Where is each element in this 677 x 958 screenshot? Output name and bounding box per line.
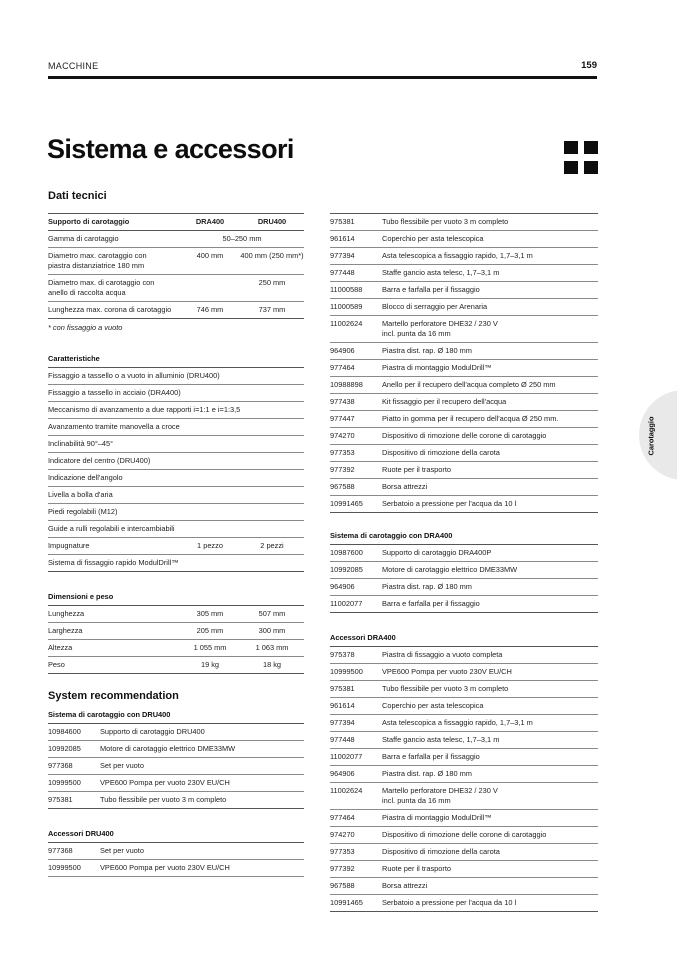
- table-row: [48, 792, 304, 809]
- table-row: [330, 299, 598, 316]
- article-code: 10991465: [330, 898, 363, 907]
- grid-square: [564, 141, 578, 154]
- article-code: 977394: [330, 718, 355, 727]
- article-desc: Barra e farfalla per il fissaggio: [382, 752, 480, 761]
- article-code: 961614: [330, 234, 355, 243]
- article-desc: Supporto di carotaggio DRU400: [100, 727, 205, 736]
- article-desc: Kit fissaggio per il recupero dell'acqua: [382, 397, 507, 406]
- dimensioni-table: [48, 605, 304, 674]
- table-row: [48, 623, 304, 640]
- page-title: Sistema e accessori: [47, 134, 294, 164]
- article-desc: Barra e farfalla per il fissaggio: [382, 599, 480, 608]
- table-row: [48, 843, 304, 860]
- caratteristiche-heading: Caratteristiche: [48, 354, 100, 363]
- article-code: 961614: [330, 701, 355, 710]
- table-row: [330, 698, 598, 715]
- sistema-dra400-table: [330, 544, 598, 613]
- table-row: [330, 428, 598, 445]
- article-code: 10999500: [48, 778, 81, 787]
- article-code: 974270: [330, 431, 355, 440]
- table-row: [330, 462, 598, 479]
- table-row: [330, 827, 598, 844]
- article-desc: Asta telescopica a fissaggio rapido, 1,7–3,1 m: [382, 718, 533, 727]
- support-table: [48, 213, 304, 319]
- row-value-dra: 205 mm: [196, 626, 224, 635]
- accessori-dru400-heading: Accessori DRU400: [48, 829, 114, 838]
- row-label: Inclinabilità 90°–45°: [48, 439, 114, 448]
- article-code: 977394: [330, 251, 355, 260]
- article-desc: VPE600 Pompa per vuoto 230V EU/CH: [100, 778, 230, 787]
- table-row: [330, 282, 598, 299]
- article-code: 975381: [330, 217, 355, 226]
- dati-tecnici-heading: Dati tecnici: [48, 190, 107, 202]
- table-row: [330, 343, 598, 360]
- row-value-dru: 400 mm (250 mm*): [240, 251, 304, 260]
- article-desc: Dispositivo di rimozione delle corone di carotaggio: [382, 431, 547, 440]
- table-row: [330, 316, 598, 343]
- row-label: Fissaggio a tassello in acciaio (DRA400): [48, 388, 181, 397]
- table-row: [330, 681, 598, 698]
- grid-four-squares-icon: [564, 141, 598, 174]
- row-value-dru: 1 063 mm: [255, 643, 289, 652]
- row-label: Sistema di fissaggio rapido ModulDrill™: [48, 558, 179, 567]
- article-code: 975381: [48, 795, 73, 804]
- row-value-dru: 18 kg: [262, 660, 282, 669]
- article-desc: Borsa attrezzi: [382, 482, 428, 491]
- article-desc: Piastra dist. rap. Ø 180 mm: [382, 582, 472, 591]
- table-row: [330, 596, 598, 613]
- article-desc: Martello perforatore DHE32 / 230 V incl. punta da 16 mm: [382, 786, 498, 805]
- row-value-dru: 250 mm: [258, 278, 286, 287]
- row-label: Lunghezza: [48, 609, 85, 618]
- table-row: [330, 579, 598, 596]
- article-desc: Ruote per il trasporto: [382, 864, 452, 873]
- table-row: [330, 377, 598, 394]
- section-label: MACCHINE: [48, 61, 99, 71]
- side-tab[interactable]: [639, 390, 677, 480]
- page-number: 159: [581, 60, 597, 71]
- article-code: 11000589: [330, 302, 363, 311]
- table-row: [48, 402, 304, 419]
- table-row: [48, 419, 304, 436]
- article-code: 977368: [48, 761, 73, 770]
- grid-square: [564, 161, 578, 174]
- article-code: 977448: [330, 735, 355, 744]
- table-row: [330, 394, 598, 411]
- table-row: [48, 504, 304, 521]
- article-desc: Dispositivo di rimozione della carota: [382, 847, 500, 856]
- article-code: 11000588: [330, 285, 363, 294]
- table-row: [48, 538, 304, 555]
- table-row: [330, 749, 598, 766]
- article-desc: Piatto in gomma per il recupero dell'acqua Ø 250 mm.: [382, 414, 559, 423]
- article-code: 977447: [330, 414, 355, 423]
- article-code: 977353: [330, 448, 355, 457]
- article-code: 11002077: [330, 752, 363, 761]
- table-row: [48, 555, 304, 572]
- row-value-dru: 507 mm: [258, 609, 286, 618]
- row-label: Avanzamento tramite manovella a croce: [48, 422, 180, 431]
- row-label: Lunghezza max. corona di carotaggio: [48, 305, 172, 314]
- table-row: [330, 265, 598, 282]
- table-row: [48, 368, 304, 385]
- table-row: [330, 231, 598, 248]
- row-value-dru: 2 pezzi: [260, 541, 284, 550]
- article-desc: VPE600 Pompa per vuoto 230V EU/CH: [382, 667, 512, 676]
- article-desc: Anello per il recupero dell'acqua completo Ø 250 mm: [382, 380, 556, 389]
- article-desc: Asta telescopica a fissaggio rapido, 1,7–3,1 m: [382, 251, 533, 260]
- article-desc: Barra e farfalla per il fissaggio: [382, 285, 480, 294]
- article-code: 10991465: [330, 499, 363, 508]
- article-code: 10984600: [48, 727, 81, 736]
- row-label: Diametro max. carotaggio con piastra distanziatrice 180 mm: [48, 251, 147, 270]
- article-code: 11002624: [330, 319, 363, 328]
- article-desc: Dispositivo di rimozione delle corone di carotaggio: [382, 830, 547, 839]
- table-row: [330, 214, 598, 231]
- header-dra400: DRA400: [195, 217, 225, 226]
- row-label: Gamma di carotaggio: [48, 234, 119, 243]
- side-tab-label: Carotaggio: [646, 416, 656, 456]
- article-code: 10992085: [330, 565, 363, 574]
- article-desc: Staffe gancio asta telesc, 1,7–3,1 m: [382, 268, 500, 277]
- table-row: [330, 844, 598, 861]
- row-label: Larghezza: [48, 626, 83, 635]
- table-row: [330, 411, 598, 428]
- row-label: Peso: [48, 660, 65, 669]
- row-value-dra: 746 mm: [196, 305, 224, 314]
- header-rule: [48, 76, 597, 79]
- row-value-dru: 737 mm: [258, 305, 286, 314]
- row-value-dra: 1 055 mm: [193, 643, 227, 652]
- table-row: [330, 360, 598, 377]
- article-code: 10987600: [330, 548, 363, 557]
- article-code: 975381: [330, 684, 355, 693]
- right-column: [330, 213, 598, 912]
- row-label: Piedi regolabili (M12): [48, 507, 118, 516]
- article-code: 10988898: [330, 380, 363, 389]
- article-code: 977464: [330, 813, 355, 822]
- dimensioni-heading: Dimensioni e peso: [48, 592, 114, 601]
- article-code: 967588: [330, 482, 355, 491]
- article-code: 977464: [330, 363, 355, 372]
- table-row: [330, 715, 598, 732]
- table-row: [330, 479, 598, 496]
- article-code: 11002624: [330, 786, 363, 795]
- table-row: [48, 724, 304, 741]
- row-value-dra: 1 pezzo: [197, 541, 223, 550]
- article-code: 11002077: [330, 599, 363, 608]
- table-row: [330, 810, 598, 827]
- table-row: [48, 775, 304, 792]
- sistema-dra400-heading: Sistema di carotaggio con DRA400: [330, 531, 453, 540]
- sistema-dru400-heading: Sistema di carotaggio con DRU400: [48, 710, 171, 719]
- row-label: Meccanismo di avanzamento a due rapporti i=1:1 e i=1:3,5: [48, 405, 241, 414]
- article-code: 967588: [330, 881, 355, 890]
- accessori-dru400-table-part1: [48, 842, 304, 877]
- article-desc: Staffe gancio asta telesc, 1,7–3,1 m: [382, 735, 500, 744]
- table-row: [330, 496, 598, 513]
- table-row: [48, 758, 304, 775]
- grid-square: [584, 161, 598, 174]
- caratteristiche-table: [48, 367, 304, 572]
- system-recommendation-heading: System recommendation: [48, 690, 179, 702]
- table-row: [48, 470, 304, 487]
- table-row: [330, 861, 598, 878]
- left-column: [48, 213, 304, 877]
- article-desc: Motore di carotaggio elettrico DME33MW: [382, 565, 518, 574]
- table-row: [48, 436, 304, 453]
- row-label: Indicatore del centro (DRU400): [48, 456, 151, 465]
- article-desc: VPE600 Pompa per vuoto 230V EU/CH: [100, 863, 230, 872]
- article-desc: Set per vuoto: [100, 846, 144, 855]
- row-value-dra: 400 mm: [196, 251, 224, 260]
- table-row: [48, 302, 304, 319]
- table-row: [48, 741, 304, 758]
- article-code: 977353: [330, 847, 355, 856]
- table-row: [48, 521, 304, 538]
- article-desc: Piastra di fissaggio a vuoto completa: [382, 650, 503, 659]
- accessori-dra400-table: [330, 646, 598, 912]
- table-row: [48, 606, 304, 623]
- article-code: 977392: [330, 465, 355, 474]
- article-code: 975378: [330, 650, 355, 659]
- row-label: Livella a bolla d'aria: [48, 490, 113, 499]
- table-row: [48, 640, 304, 657]
- table-row: [330, 732, 598, 749]
- table-row: [330, 783, 598, 810]
- article-desc: Piastra di montaggio ModulDrill™: [382, 813, 492, 822]
- row-label: Guide a rulli regolabili e intercambiabili: [48, 524, 175, 533]
- article-desc: Piastra di montaggio ModulDrill™: [382, 363, 492, 372]
- article-desc: Coperchio per asta telescopica: [382, 701, 484, 710]
- table-row: [48, 487, 304, 504]
- article-code: 964906: [330, 769, 355, 778]
- article-code: 964906: [330, 346, 355, 355]
- table-row: [330, 248, 598, 265]
- article-desc: Motore di carotaggio elettrico DME33MW: [100, 744, 236, 753]
- article-code: 974270: [330, 830, 355, 839]
- article-desc: Serbatoio a pressione per l'acqua da 10 l: [382, 499, 517, 508]
- article-code: 977438: [330, 397, 355, 406]
- table-row: [330, 766, 598, 783]
- article-code: 10999500: [330, 667, 363, 676]
- header-label: Supporto di carotaggio: [48, 217, 130, 226]
- article-code: 977448: [330, 268, 355, 277]
- table-row: [330, 895, 598, 912]
- table-row: [330, 445, 598, 462]
- row-value-dra: 19 kg: [200, 660, 220, 669]
- article-desc: Borsa attrezzi: [382, 881, 428, 890]
- row-label: Altezza: [48, 643, 73, 652]
- table-row: [48, 385, 304, 402]
- accessori-dru400-table-part2: [330, 213, 598, 513]
- article-code: 977392: [330, 864, 355, 873]
- table-row: [48, 453, 304, 470]
- table-row: [48, 275, 304, 302]
- table-row: [48, 657, 304, 674]
- row-value-dru: 300 mm: [258, 626, 286, 635]
- sistema-dru400-table: [48, 723, 304, 809]
- article-desc: Dispositivo di rimozione della carota: [382, 448, 500, 457]
- article-desc: Supporto di carotaggio DRA400P: [382, 548, 492, 557]
- article-desc: Piastra dist. rap. Ø 180 mm: [382, 346, 472, 355]
- table-row: [48, 860, 304, 877]
- article-desc: Tubo flessibile per vuoto 3 m completo: [382, 217, 509, 226]
- row-label: Indicazione dell'angolo: [48, 473, 123, 482]
- footnote: * con fissaggio a vuoto: [48, 323, 123, 332]
- article-desc: Ruote per il trasporto: [382, 465, 452, 474]
- table-row: [330, 878, 598, 895]
- grid-square: [584, 141, 598, 154]
- row-label: Fissaggio a tassello o a vuoto in alluminio (DRU400): [48, 371, 220, 380]
- article-code: 10992085: [48, 744, 81, 753]
- row-label: Diametro max. di carotaggio con anello di raccolta acqua: [48, 278, 155, 297]
- support-table-header: [48, 214, 304, 231]
- table-row: [330, 545, 598, 562]
- table-row: [48, 248, 304, 275]
- article-code: 10999500: [48, 863, 81, 872]
- article-desc: Tubo flessibile per vuoto 3 m completo: [382, 684, 509, 693]
- article-desc: Tubo flessibile per vuoto 3 m completo: [100, 795, 227, 804]
- header-dru400: DRU400: [257, 217, 287, 226]
- table-row: [330, 647, 598, 664]
- article-code: 964906: [330, 582, 355, 591]
- table-row: [330, 562, 598, 579]
- row-value-span: 50–250 mm: [222, 234, 262, 243]
- article-desc: Set per vuoto: [100, 761, 144, 770]
- article-desc: Coperchio per asta telescopica: [382, 234, 484, 243]
- row-value-dra: 305 mm: [196, 609, 224, 618]
- article-desc: Piastra dist. rap. Ø 180 mm: [382, 769, 472, 778]
- article-code: 977368: [48, 846, 73, 855]
- table-row: [330, 664, 598, 681]
- row-label: Impugnature: [48, 541, 90, 550]
- article-desc: Serbatoio a pressione per l'acqua da 10 l: [382, 898, 517, 907]
- article-desc: Blocco di serraggio per Arenaria: [382, 302, 488, 311]
- table-row: [48, 231, 304, 248]
- accessori-dra400-heading: Accessori DRA400: [330, 633, 396, 642]
- article-desc: Martello perforatore DHE32 / 230 V incl. punta da 16 mm: [382, 319, 498, 338]
